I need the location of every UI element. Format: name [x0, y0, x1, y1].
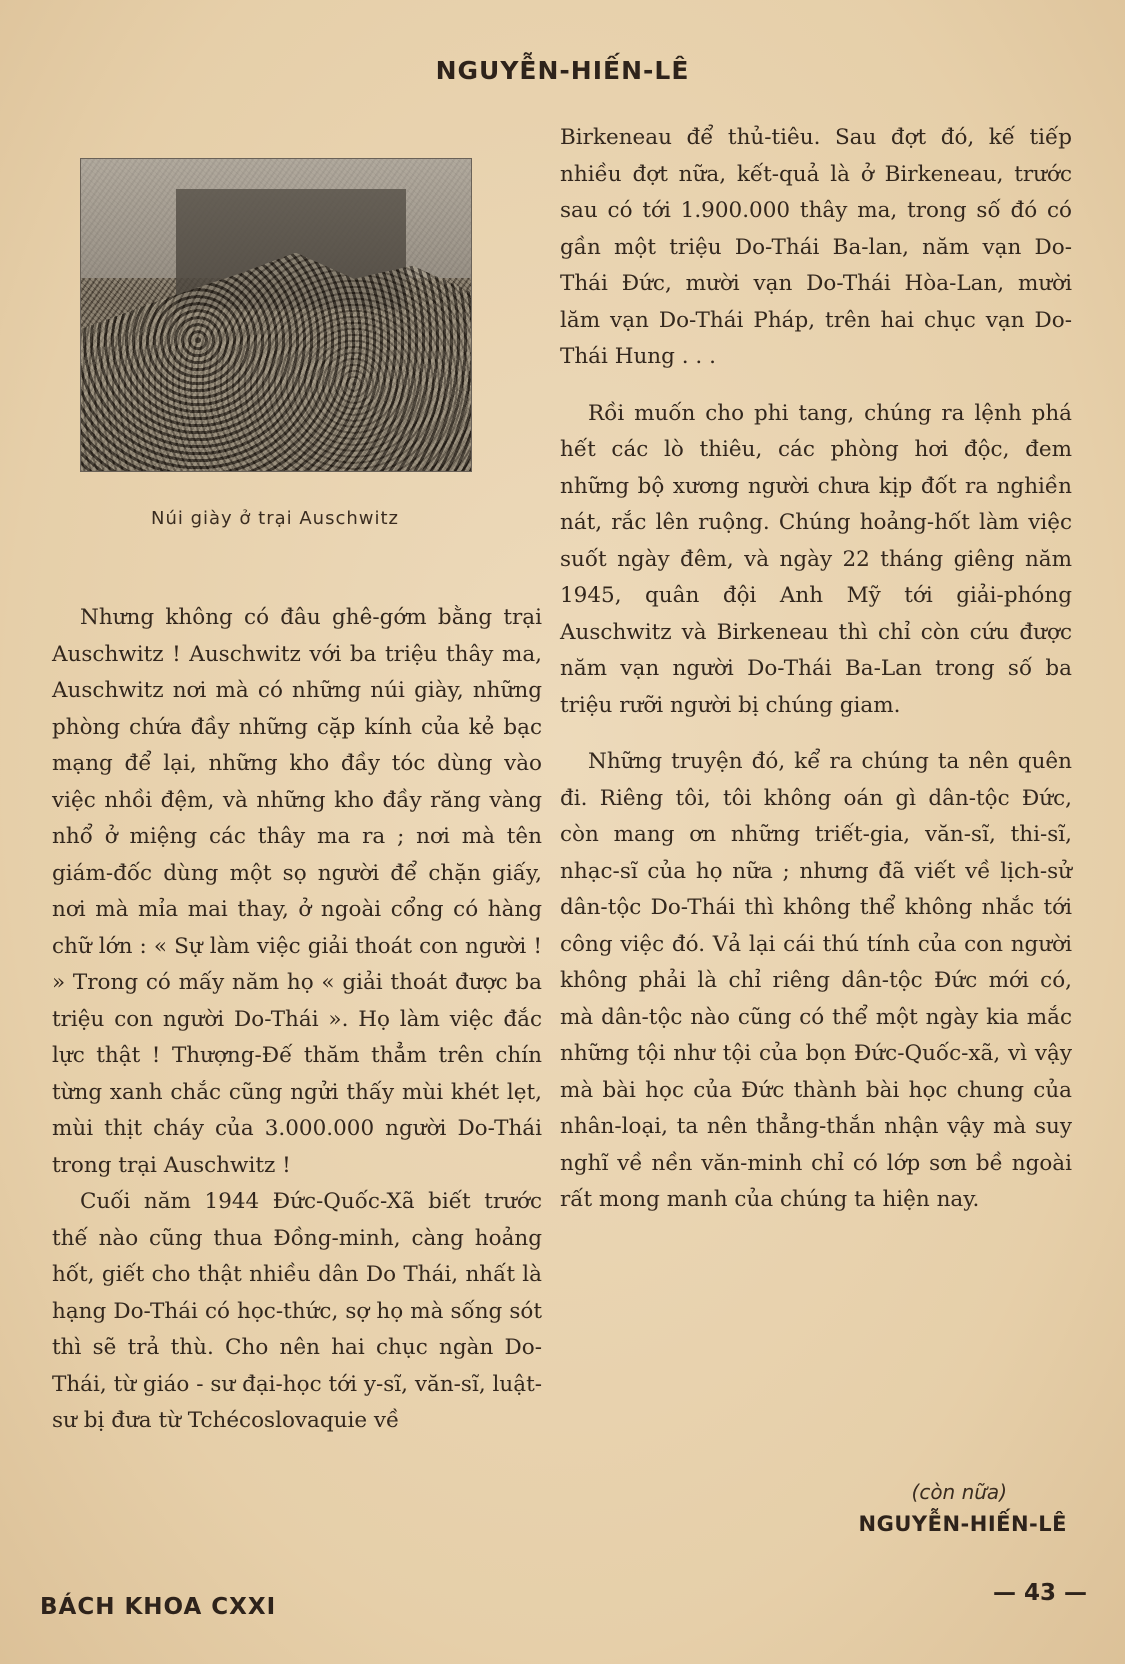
right-column [560, 120, 1072, 1219]
running-head-author: NGUYỄN-HIẾN-LÊ [435, 56, 690, 85]
right-paragraph-3: Những truyện đó, kể ra chúng ta nên quên đi. Riêng tôi, tôi không oán gì dân-tộc Đức, còn mang ơn những triết-gia, văn-sĩ, thi-sĩ, nhạc-sĩ của họ nữa ; nhưng đã viết về lịch-sử dân-tộc Do-Thái thì không thể không nhắc tới công việc đó. Vả lại cái thú tính của con người không phải là chỉ riêng dân-tộc Đức mới có, mà dân-tộc nào cũng có thể một ngày kia mắc những tội như tội của bọn Đức-Quốc-xã, vì vậy mà bài học của Đức thành bài học chung của nhân-loại, ta nên thẳng-thắn nhận vậy mà suy nghĩ về nền văn-minh chỉ có lớp sơn bề ngoài rất mong manh của chúng ta hiện nay. [560, 749, 1072, 1212]
left-paragraph-2: Cuối năm 1944 Đức-Quốc-Xã biết trước thế nào cũng thua Đồng-minh, càng hoảng hốt, giết cho thật nhiều dân Do Thái, nhất là hạng Do-Thái có học-thức, sợ họ mà sống sót thì sẽ trả thù. Cho nên hai chục ngàn Do-Thái, từ giáo - sư đại-học tới y-sĩ, văn-sĩ, luật-sư bị đưa từ Tchécoslovaquie về [52, 1189, 542, 1433]
left-paragraph-1: Nhưng không có đâu ghê-gớm bằng trại Auschwitz ! Auschwitz với ba triệu thây ma, Auschwitz nơi mà có những núi giày, những phòng chứa đầy những cặp kính của kẻ bạc mạng để lại, những kho đầy tóc dùng vào việc nhồi đệm, và những kho đầy răng vàng nhổ ở miệng các thây ma ra ; nơi mà tên giám-đốc dùng một sọ người để chặn giấy, nơi mà mỉa mai thay, ở ngoài cổng có hàng chữ lớn : « Sự làm việc giải thoát con người ! » Trong có mấy năm họ « giải thoát được ba triệu con người Do-Thái ». Họ làm việc đắc lực thật ! Thượng-Đế thăm thẳm trên chín từng xanh chắc cũng ngửi thấy mùi khét lẹt, mùi thịt cháy của 3.000.000 người Do-Thái trong trại Auschwitz ! [52, 605, 542, 1178]
left-column [52, 600, 542, 1440]
photo-shoe-pile [80, 158, 472, 472]
page-number: — 43 — [992, 1580, 1087, 1606]
publication-name: BÁCH KHOA CXXI [40, 1594, 277, 1620]
signoff-author: NGUYỄN-HIẾN-LÊ [858, 1512, 1067, 1536]
right-paragraph-2: Rồi muốn cho phi tang, chúng ra lệnh phá hết các lò thiêu, các phòng hơi độc, đem những bộ xương người chưa kịp đốt ra nghiền nát, rắc lên ruộng. Chúng hoảng-hốt làm việc suốt ngày đêm, và ngày 22 tháng giêng năm 1945, quân đội Anh Mỹ tới giải-phóng Auschwitz và Birkeneau thì chỉ còn cứu được năm vạn người Do-Thái Ba-Lan trong số ba triệu rưỡi người bị chúng giam. [560, 400, 1072, 718]
signoff [859, 1480, 1067, 1536]
right-paragraph-1: Birkeneau để thủ-tiêu. Sau đợt đó, kế tiếp nhiều đợt nữa, kết-quả là ở Birkeneau, trước sau có tới 1.900.000 thây ma, trong số đó có gần một triệu Do-Thái Ba-lan, năm vạn Do-Thái Đức, mười vạn Do-Thái Hòa-Lan, mười lăm vạn Do-Thái Pháp, trên hai chục vạn Do-Thái Hung . . . [560, 125, 1072, 369]
photo-pile [81, 253, 471, 471]
photo-caption: Núi giày ở trại Auschwitz [150, 508, 399, 529]
continued-note: (còn nữa) [911, 1480, 1007, 1504]
